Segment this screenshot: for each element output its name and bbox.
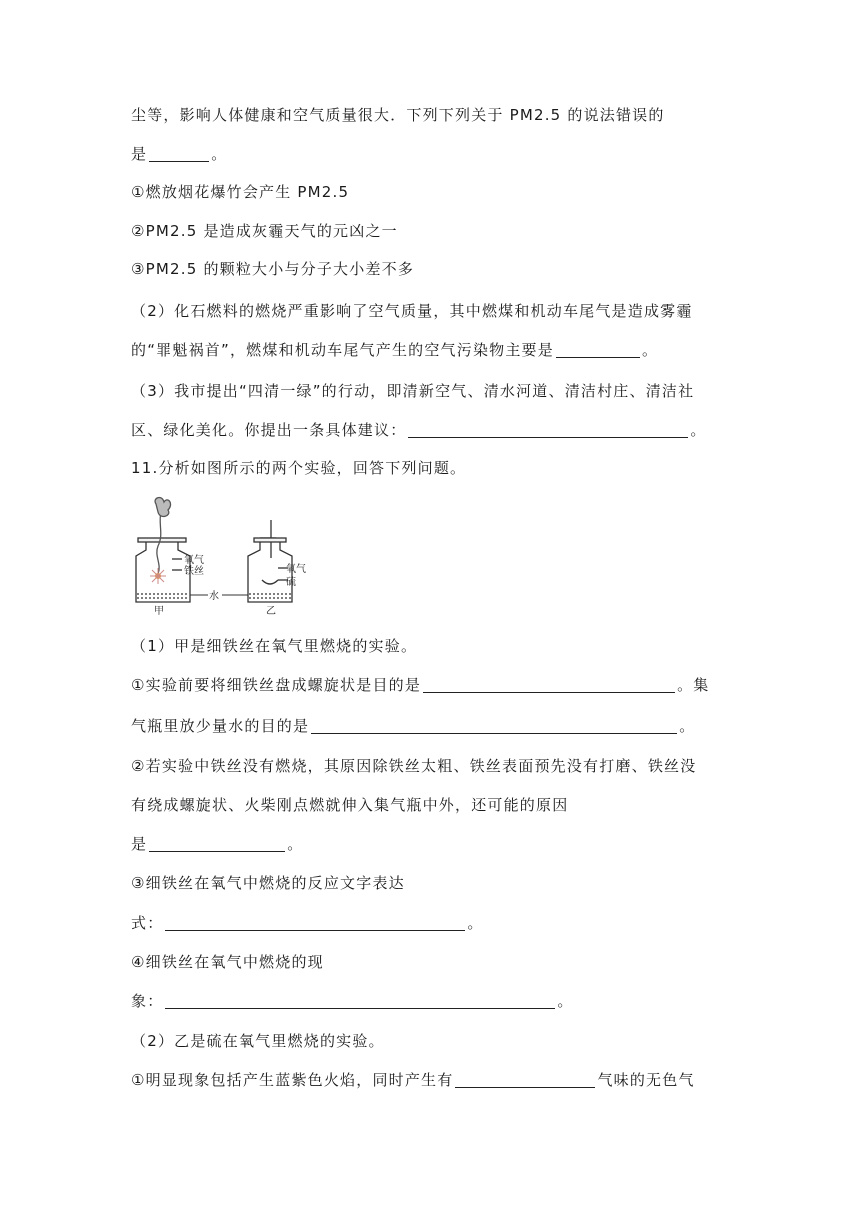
answer-blank[interactable] (311, 717, 677, 734)
label-sulfur: 硫 (286, 577, 296, 588)
answer-blank[interactable] (408, 421, 688, 438)
text-line: （2）化石燃料的燃烧严重影响了空气质量，其中燃煤和机动车尾气是造成雾霾 (131, 302, 693, 320)
label-yi: 乙 (266, 606, 276, 617)
answer-blank[interactable] (556, 341, 640, 358)
text-line: （2）乙是硫在氧气里燃烧的实验。 (131, 1032, 385, 1050)
text-line: ①实验前要将细铁丝盘成螺旋状是目的是 。集 (131, 676, 710, 694)
text-line: ③PM2.5 的颗粒大小与分子大小差不多 (131, 260, 415, 278)
text-line: 式： 。 (131, 914, 484, 932)
answer-blank[interactable] (165, 914, 465, 931)
label-iron-wire: 铁丝 (184, 566, 204, 577)
label-oxygen-1: 氧气 (184, 555, 204, 566)
text-line: 是 。 (131, 145, 228, 163)
text-line: ①燃放烟花爆竹会产生 PM2.5 (131, 183, 350, 201)
text-line: ④细铁丝在氧气中燃烧的现 (131, 953, 324, 971)
answer-blank[interactable] (455, 1071, 595, 1088)
answer-blank[interactable] (165, 992, 555, 1009)
text-line: （1）甲是细铁丝在氧气里燃烧的实验。 (131, 637, 418, 655)
text-line: ②PM2.5 是造成灰霾天气的元凶之一 (131, 222, 398, 240)
jar-yi (248, 520, 292, 602)
label-oxygen-2: 氧气 (286, 564, 306, 575)
spark-icon (150, 568, 166, 584)
text-line: 是 。 (131, 835, 304, 853)
text-line: ③细铁丝在氧气中燃烧的反应文字表达 (131, 874, 405, 892)
text-line: （3）我市提出“四清一绿”的行动，即清新空气、清水河道、清洁村庄、清洁社 (131, 382, 695, 400)
experiment-figure (128, 494, 428, 618)
answer-blank[interactable] (149, 835, 285, 852)
answer-blank[interactable] (423, 676, 675, 693)
text-line: 尘等，影响人体健康和空气质量很大．下列下列关于 PM2.5 的说法错误的 (131, 106, 665, 124)
text-line: 象： 。 (131, 992, 574, 1010)
text-line: ②若实验中铁丝没有燃烧，其原因除铁丝太粗、铁丝表面预先没有打磨、铁丝没 (131, 757, 697, 775)
label-water: 水 (209, 591, 219, 602)
label-jia: 甲 (154, 606, 164, 617)
text-line: 气瓶里放少量水的目的是 。 (131, 717, 696, 735)
text-line: ①明显现象包括产生蓝紫色火焰，同时产生有 气味的无色气 (131, 1071, 695, 1089)
text-line: 区、绿化美化。你提出一条具体建议： 。 (131, 421, 707, 439)
text-line: 的“罪魁祸首”，燃煤和机动车尾气产生的空气污染物主要是 。 (131, 341, 659, 359)
jar-jia (136, 498, 190, 602)
text-line: 有绕成螺旋状、火柴刚点燃就伸入集气瓶中外，还可能的原因 (131, 796, 569, 814)
question-heading: 11.分析如图所示的两个实验，回答下列问题。 (131, 459, 467, 477)
answer-blank[interactable] (149, 145, 209, 162)
